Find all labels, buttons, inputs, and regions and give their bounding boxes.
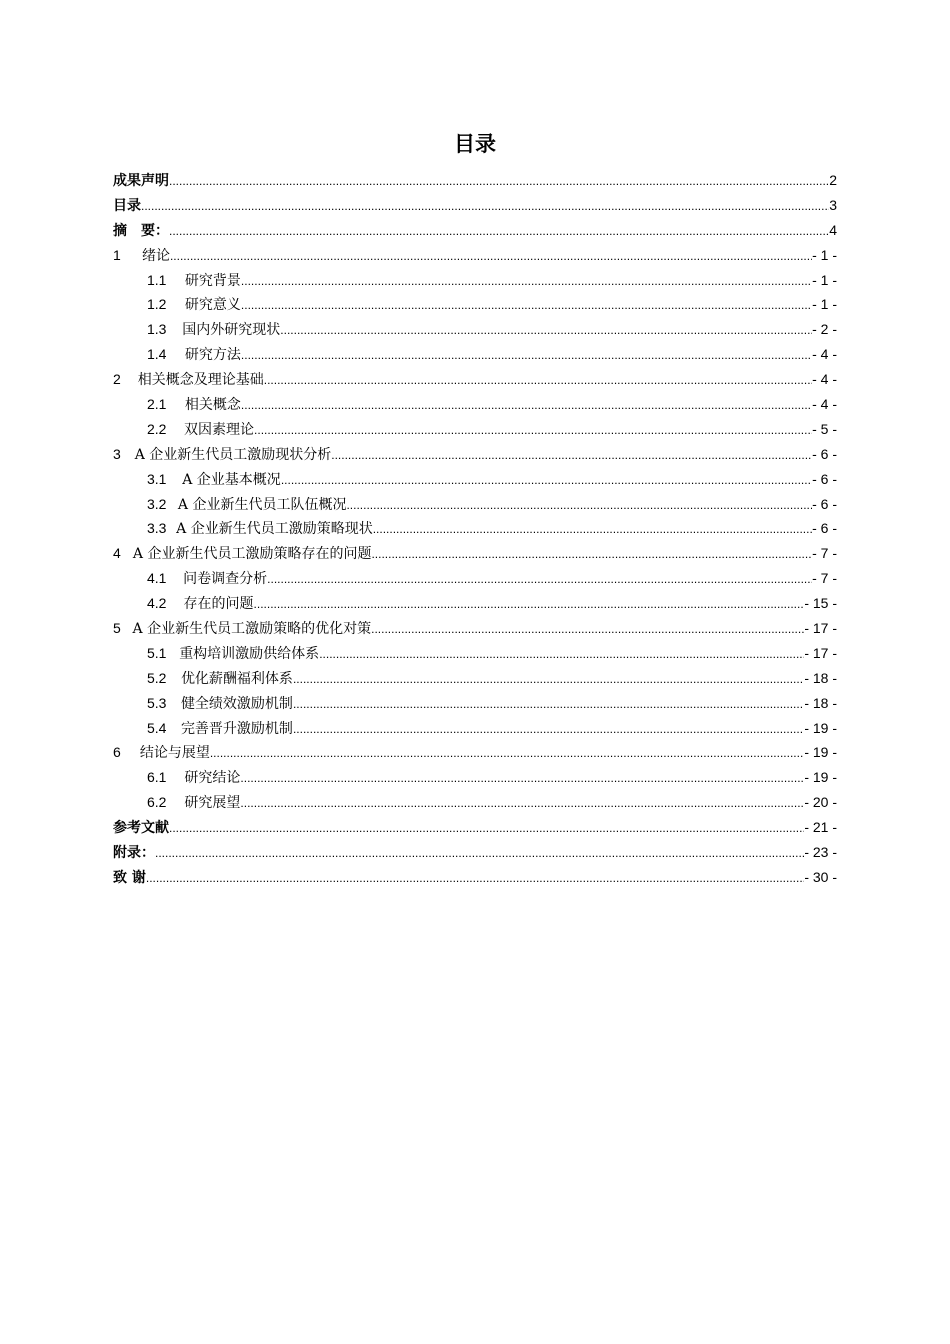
- toc-entry-number: 4.1: [147, 570, 167, 587]
- toc-entry-page-number: - 17 -: [804, 620, 837, 637]
- toc-entry-title: 双因素理论: [184, 421, 255, 438]
- toc-entry-number: 5.1: [147, 644, 167, 661]
- toc-dot-leader: [240, 766, 804, 791]
- toc-entry-page-number: - 4 -: [812, 371, 837, 388]
- toc-entry[interactable]: [113, 840, 837, 865]
- toc-dot-leader: [155, 841, 804, 866]
- toc-entry[interactable]: [113, 168, 837, 193]
- toc-entry-title: A 企业基本概况: [182, 471, 281, 488]
- toc-dot-leader: [280, 318, 812, 343]
- toc-entry-page-number: - 4 -: [812, 346, 837, 363]
- toc-entry-title: A 企业新生代员工激励策略存在的问题: [132, 546, 372, 563]
- toc-entry-title: 成果声明: [113, 173, 169, 189]
- toc-entry[interactable]: [113, 317, 837, 342]
- toc-entry-title: 目录: [113, 197, 141, 214]
- toc-entry-title: 相关概念: [184, 397, 241, 414]
- toc-entry-number: 5.2: [147, 669, 167, 686]
- toc-entry[interactable]: [113, 492, 837, 517]
- toc-entry-title: 研究背景: [184, 272, 241, 289]
- toc-entry-page-number: - 21 -: [804, 819, 837, 836]
- toc-entry-title: 存在的问题: [183, 596, 254, 613]
- toc-entry[interactable]: [113, 815, 837, 840]
- toc-dot-leader: [373, 517, 812, 542]
- toc-dot-leader: [169, 816, 804, 841]
- toc-entry-title: A 企业新生代员工激励现状分析: [134, 446, 332, 463]
- toc-entry-page-number: - 4 -: [812, 396, 837, 413]
- toc-entry[interactable]: [113, 342, 837, 367]
- toc-entry-page-number: - 7 -: [812, 545, 837, 562]
- toc-entry[interactable]: [113, 616, 837, 641]
- toc-entry-page-number: - 6 -: [812, 495, 837, 512]
- toc-dot-leader: [267, 567, 812, 592]
- toc-dot-leader: [371, 542, 812, 567]
- toc-dot-leader: [241, 293, 812, 318]
- toc-entry-title: 绪论: [141, 247, 170, 264]
- toc-entry-title: 研究展望: [184, 795, 241, 812]
- toc-dot-leader: [241, 269, 812, 294]
- toc-entry[interactable]: [113, 516, 837, 541]
- toc-entry-page-number: - 19 -: [804, 769, 837, 786]
- toc-entry[interactable]: [113, 218, 837, 243]
- toc-entry-title: A 企业新生代员工激励策略现状: [176, 521, 373, 538]
- toc-entry-number: 3.1: [147, 470, 167, 487]
- toc-entry[interactable]: [113, 790, 837, 815]
- toc-entry-number: 5: [113, 620, 121, 637]
- toc-entry[interactable]: [113, 765, 837, 790]
- toc-entry-title: 国内外研究现状: [182, 322, 281, 339]
- toc-dot-leader: [210, 741, 804, 766]
- toc-entry[interactable]: [113, 666, 837, 691]
- toc-entry-title: 相关概念及理论基础: [137, 372, 264, 389]
- toc-entry-page-number: - 20 -: [804, 794, 837, 811]
- toc-entry[interactable]: [113, 641, 837, 666]
- toc-dot-leader: [331, 443, 812, 468]
- toc-entry-number: 1.1: [147, 271, 167, 288]
- toc-list: [113, 168, 837, 890]
- toc-entry-number: 2.2: [147, 420, 167, 437]
- toc-dot-leader: [240, 791, 804, 816]
- toc-entry-number: 1.2: [147, 296, 167, 313]
- toc-dot-leader: [254, 418, 812, 443]
- toc-entry[interactable]: [113, 865, 837, 890]
- toc-entry-page-number: - 17 -: [804, 644, 837, 661]
- toc-entry[interactable]: [113, 193, 837, 218]
- toc-entry-number: 1: [113, 246, 121, 263]
- toc-entry-number: 5.4: [147, 719, 167, 736]
- toc-dot-leader: [293, 667, 804, 692]
- toc-entry[interactable]: [113, 367, 837, 392]
- toc-entry-page-number: - 1 -: [812, 271, 837, 288]
- toc-dot-leader: [281, 468, 812, 493]
- toc-entry-page-number: - 23 -: [804, 844, 837, 861]
- toc-entry-page-number: - 15 -: [804, 595, 837, 612]
- toc-entry-title: 研究结论: [184, 770, 241, 787]
- toc-entry-number: 6.1: [147, 769, 167, 786]
- toc-entry[interactable]: [113, 417, 837, 442]
- toc-entry[interactable]: [113, 541, 837, 566]
- toc-entry-page-number: - 6 -: [812, 445, 837, 462]
- toc-entry-page-number: - 19 -: [804, 719, 837, 736]
- toc-entry-number: 3: [113, 445, 121, 462]
- toc-entry-title: 完善晋升激励机制: [180, 720, 293, 737]
- toc-entry-number: 5.3: [147, 694, 167, 711]
- toc-entry[interactable]: [113, 392, 837, 417]
- toc-dot-leader: [319, 642, 804, 667]
- toc-entry-page-number: 3: [829, 196, 837, 213]
- toc-entry-title: 问卷调查分析: [183, 571, 268, 588]
- toc-dot-leader: [141, 194, 829, 219]
- toc-entry-number: 1.4: [147, 346, 167, 363]
- toc-entry-title: 致 谢: [113, 869, 146, 886]
- toc-entry-number: 4: [113, 545, 121, 562]
- toc-entry[interactable]: [113, 442, 837, 467]
- toc-entry-number: 6: [113, 744, 121, 761]
- toc-entry-page-number: 4: [829, 221, 837, 238]
- toc-entry-page-number: - 1 -: [812, 246, 837, 263]
- toc-dot-leader: [264, 368, 812, 393]
- toc-dot-leader: [241, 393, 812, 418]
- toc-entry-page-number: - 2 -: [812, 321, 837, 338]
- toc-entry-title: 参考文献: [113, 820, 169, 837]
- toc-entry-title: 研究方法: [184, 347, 241, 364]
- toc-entry-number: 2: [113, 371, 121, 388]
- toc-entry-page-number: - 19 -: [804, 744, 837, 761]
- toc-dot-leader: [371, 617, 804, 642]
- toc-entry-title: 重构培训激励供给体系: [179, 645, 320, 662]
- toc-dot-leader: [241, 343, 812, 368]
- toc-dot-leader: [169, 219, 829, 244]
- toc-entry-number: 1.3: [147, 321, 167, 338]
- toc-entry-page-number: - 7 -: [812, 570, 837, 587]
- toc-entry-number: 4.2: [147, 595, 167, 612]
- toc-title: 目录: [454, 132, 496, 156]
- toc-entry[interactable]: [113, 691, 837, 716]
- toc-entry-title: 研究意义: [184, 297, 241, 314]
- toc-entry[interactable]: [113, 566, 837, 591]
- toc-entry-title: 附录：: [113, 845, 155, 862]
- toc-entry[interactable]: [113, 467, 837, 492]
- toc-dot-leader: [146, 866, 804, 891]
- toc-entry-title: 摘 要：: [113, 222, 169, 239]
- toc-entry-page-number: - 18 -: [804, 669, 837, 686]
- toc-entry-page-number: - 1 -: [812, 296, 837, 313]
- toc-entry-page-number: - 6 -: [812, 470, 837, 487]
- toc-entry-title: A 企业新生代员工激励策略的优化对策: [132, 621, 372, 638]
- toc-entry[interactable]: [113, 243, 837, 268]
- toc-entry[interactable]: [113, 292, 837, 317]
- toc-entry-title: 优化薪酬福利体系: [180, 670, 293, 687]
- toc-dot-leader: [169, 169, 829, 194]
- toc-entry-number: 2.1: [147, 396, 167, 413]
- toc-entry-page-number: - 18 -: [804, 694, 837, 711]
- toc-dot-leader: [346, 493, 812, 518]
- toc-entry-title: 结论与展望: [139, 745, 210, 762]
- toc-dot-leader: [170, 244, 812, 269]
- toc-dot-leader: [254, 592, 805, 617]
- toc-entry[interactable]: [113, 740, 837, 765]
- toc-entry[interactable]: [113, 268, 837, 293]
- toc-entry[interactable]: [113, 591, 837, 616]
- toc-entry-title: 健全绩效激励机制: [180, 695, 293, 712]
- toc-entry-page-number: - 30 -: [804, 868, 837, 885]
- toc-dot-leader: [293, 692, 804, 717]
- toc-entry-number: 6.2: [147, 794, 167, 811]
- toc-dot-leader: [293, 717, 804, 742]
- toc-entry-title: A 企业新生代员工队伍概况: [177, 496, 347, 513]
- toc-entry-number: 3.2: [147, 495, 167, 512]
- toc-entry-page-number: - 6 -: [812, 520, 837, 537]
- toc-entry-number: 3.3: [147, 520, 167, 537]
- toc-entry[interactable]: [113, 716, 837, 741]
- toc-entry-page-number: - 5 -: [812, 420, 837, 437]
- toc-entry-page-number: 2: [829, 172, 837, 188]
